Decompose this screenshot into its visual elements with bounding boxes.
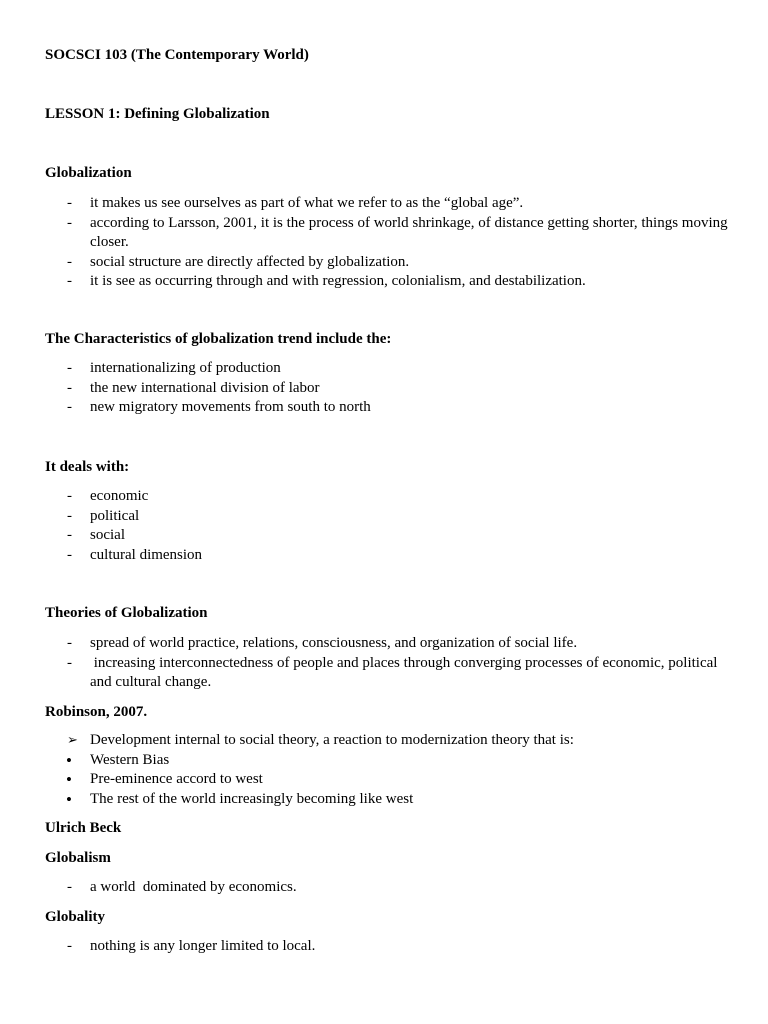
list-item (0, 937, 730, 957)
list-item (0, 194, 730, 214)
robinson-list (0, 731, 768, 809)
list-item-text: nothing is any longer limited to local. (90, 938, 316, 954)
dash-marker: - (67, 654, 72, 671)
list-item (0, 654, 730, 693)
list-item-text: internationalizing of production (90, 360, 281, 376)
dash-marker: - (67, 507, 72, 524)
list-item (0, 398, 730, 418)
section-heading-globality: Globality (45, 909, 106, 925)
list-item-text: political (90, 507, 140, 524)
list-item-text: the new international division of labor (90, 379, 320, 396)
globalization-list (0, 194, 768, 292)
list-item (0, 878, 730, 898)
list-item (0, 526, 730, 546)
list-item-text: social (90, 527, 125, 543)
list-item-text: economic (90, 488, 149, 504)
list-item-text: new migratory movements from south to north (90, 399, 371, 415)
dash-marker: - (67, 253, 72, 270)
list-item (0, 253, 730, 273)
dash-marker: - (67, 546, 72, 563)
bullet-icon: • (66, 789, 72, 809)
arrow-bullet-icon: ➢ (67, 733, 78, 748)
list-item-text: increasing interconnectedness of people and places through converging processes of economic, political and cultural change. (90, 654, 722, 690)
dash-marker: - (67, 379, 72, 396)
list-item-text: it is see as occurring through and with regression, colonialism, and destabilization. (90, 273, 586, 289)
list-item (0, 507, 730, 527)
list-item-text: according to Larsson, 2001, it is the process of world shrinkage, of distance getting shorter, things moving closer. (90, 214, 728, 250)
section-heading-ulrich-beck: Ulrich Beck (45, 820, 122, 836)
list-item (0, 634, 730, 654)
list-item-text: Development internal to social theory, a reaction to modernization theory that is: (90, 732, 574, 748)
list-item-text: cultural dimension (90, 546, 203, 563)
list-item (0, 751, 730, 771)
list-item (0, 272, 730, 292)
theories-list (0, 634, 768, 693)
list-item (0, 359, 730, 379)
dash-marker: - (67, 273, 72, 289)
list-item-text: Pre-eminence accord to west (90, 771, 263, 787)
bullet-icon: • (66, 750, 72, 770)
lesson-title: LESSON 1: Defining Globalization (45, 106, 270, 122)
globality-list (0, 937, 768, 957)
list-item-text: social structure are directly affected by globalization. (90, 253, 410, 270)
dash-marker: - (67, 879, 72, 895)
characteristics-list (0, 359, 768, 418)
list-item (0, 379, 730, 399)
deals-with-list (0, 487, 768, 565)
list-item-text: Western Bias (90, 751, 170, 768)
dash-marker: - (67, 488, 72, 504)
list-item (0, 731, 730, 751)
list-item (0, 214, 730, 253)
bullet-icon: • (66, 770, 72, 789)
list-item (0, 487, 730, 507)
dash-marker: - (67, 195, 72, 211)
list-item-text: The rest of the world increasingly becoming like west (90, 790, 414, 807)
section-heading-theories: Theories of Globalization (45, 605, 208, 621)
list-item (0, 546, 730, 566)
dash-marker: - (67, 635, 72, 651)
dash-marker: - (67, 214, 72, 231)
list-item (0, 790, 730, 810)
dash-marker: - (67, 399, 72, 415)
section-heading-globalization: Globalization (45, 165, 132, 181)
list-item-text: it makes us see ourselves as part of what we refer to as the “global age”. (90, 195, 524, 211)
course-title: SOCSCI 103 (The Contemporary World) (45, 47, 309, 63)
section-heading-robinson: Robinson, 2007. (45, 704, 148, 720)
dash-marker: - (67, 527, 72, 543)
list-item-text: a world dominated by economics. (90, 879, 297, 895)
list-item (0, 770, 730, 790)
section-heading-characteristics: The Characteristics of globalization trend include the: (45, 331, 392, 347)
section-heading-deals-with: It deals with: (45, 459, 130, 475)
list-item-text: spread of world practice, relations, consciousness, and organization of social life. (90, 635, 578, 651)
dash-marker: - (67, 360, 72, 376)
dash-marker: - (67, 938, 72, 954)
section-heading-globalism: Globalism (45, 850, 111, 866)
globalism-list (0, 878, 768, 898)
